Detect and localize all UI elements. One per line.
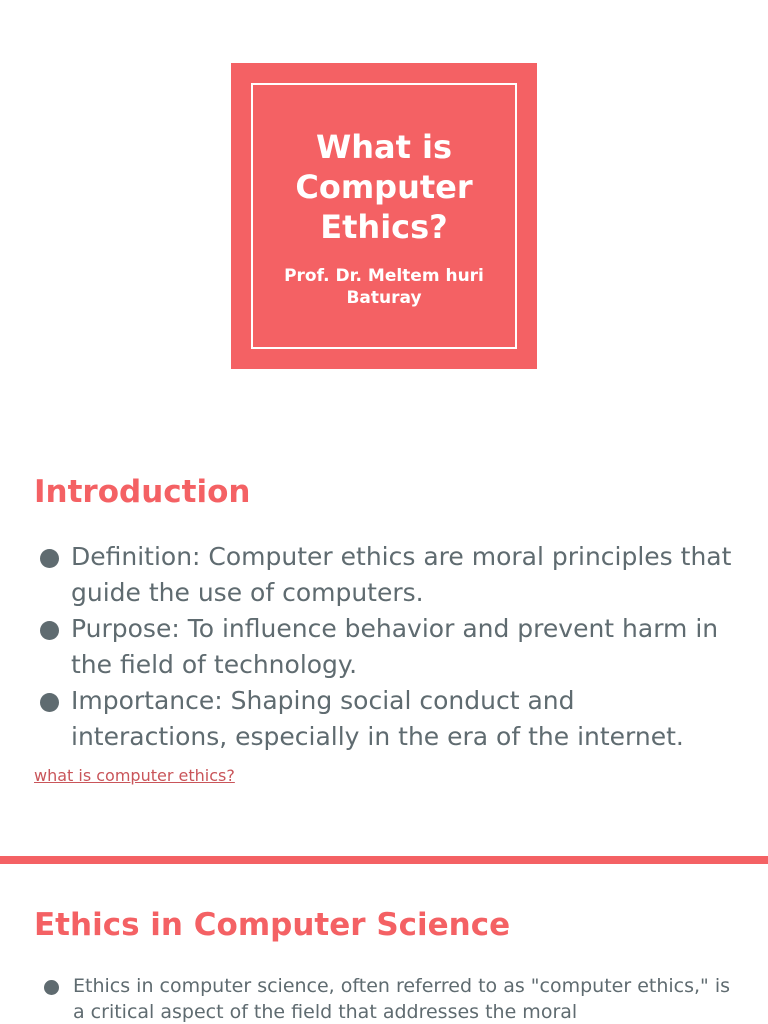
document-title: What is Computer Ethics? xyxy=(295,128,473,246)
list-item-text: Ethics in computer science, often referred to as "computer ethics," is a critical aspect of the field that addresses the moral xyxy=(73,975,730,1023)
list-item xyxy=(38,611,738,683)
list-item-text: Purpose: To influence behavior and prevent harm in the field of technology. xyxy=(71,614,719,679)
list-item-text: Definition: Computer ethics are moral principles that guide the use of computers. xyxy=(71,542,732,607)
author-name: Prof. Dr. Meltem huri Baturay xyxy=(284,266,484,308)
bullet-icon xyxy=(40,693,59,712)
introduction-list xyxy=(38,539,738,755)
bullet-icon xyxy=(44,980,59,995)
list-item xyxy=(44,973,734,1024)
list-item-text: Importance: Shaping social conduct and interactions, especially in the era of the internet. xyxy=(71,686,684,751)
title-card-border xyxy=(251,83,517,349)
bullet-icon xyxy=(40,621,59,640)
introduction-section xyxy=(34,473,734,511)
ethics-section xyxy=(34,906,734,944)
title-card xyxy=(231,63,537,369)
list-item xyxy=(38,539,738,611)
list-item xyxy=(38,683,738,755)
ethics-list xyxy=(44,973,734,1024)
ethics-heading: Ethics in Computer Science xyxy=(34,907,511,943)
section-divider xyxy=(0,856,768,864)
introduction-heading: Introduction xyxy=(34,474,251,510)
what-is-computer-ethics-link[interactable]: what is computer ethics? xyxy=(34,766,235,785)
bullet-icon xyxy=(40,549,59,568)
